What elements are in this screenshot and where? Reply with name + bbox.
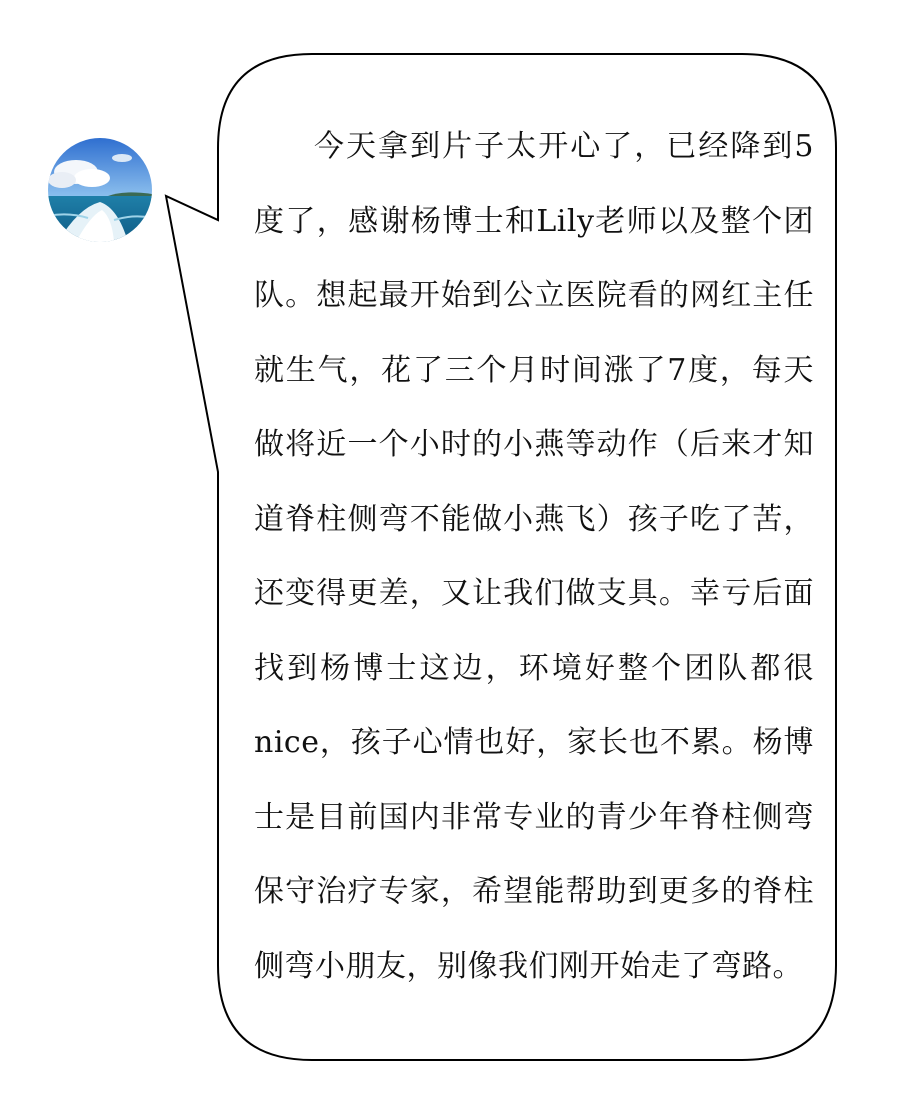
message-text: 今天拿到片子太开心了，已经降到5度了，感谢杨博士和Lily老师以及整个团队。想起最开始到公立医院看的网红主任就生气，花了三个月时间涨了7度，每天做将近一个小时的小燕等动作（后来才知道脊柱侧弯不能做小燕飞）孩子吃了苦，还变得更差，又让我们做支具。幸亏后面找到杨博士这边，环境好整个团队都很nice，孩子心情也好，家长也不累。杨博士是目前国内非常专业的青少年脊柱侧弯保守治疗专家，希望能帮助到更多的脊柱侧弯小朋友，别像我们刚开始走了弯路。 <box>254 129 814 984</box>
